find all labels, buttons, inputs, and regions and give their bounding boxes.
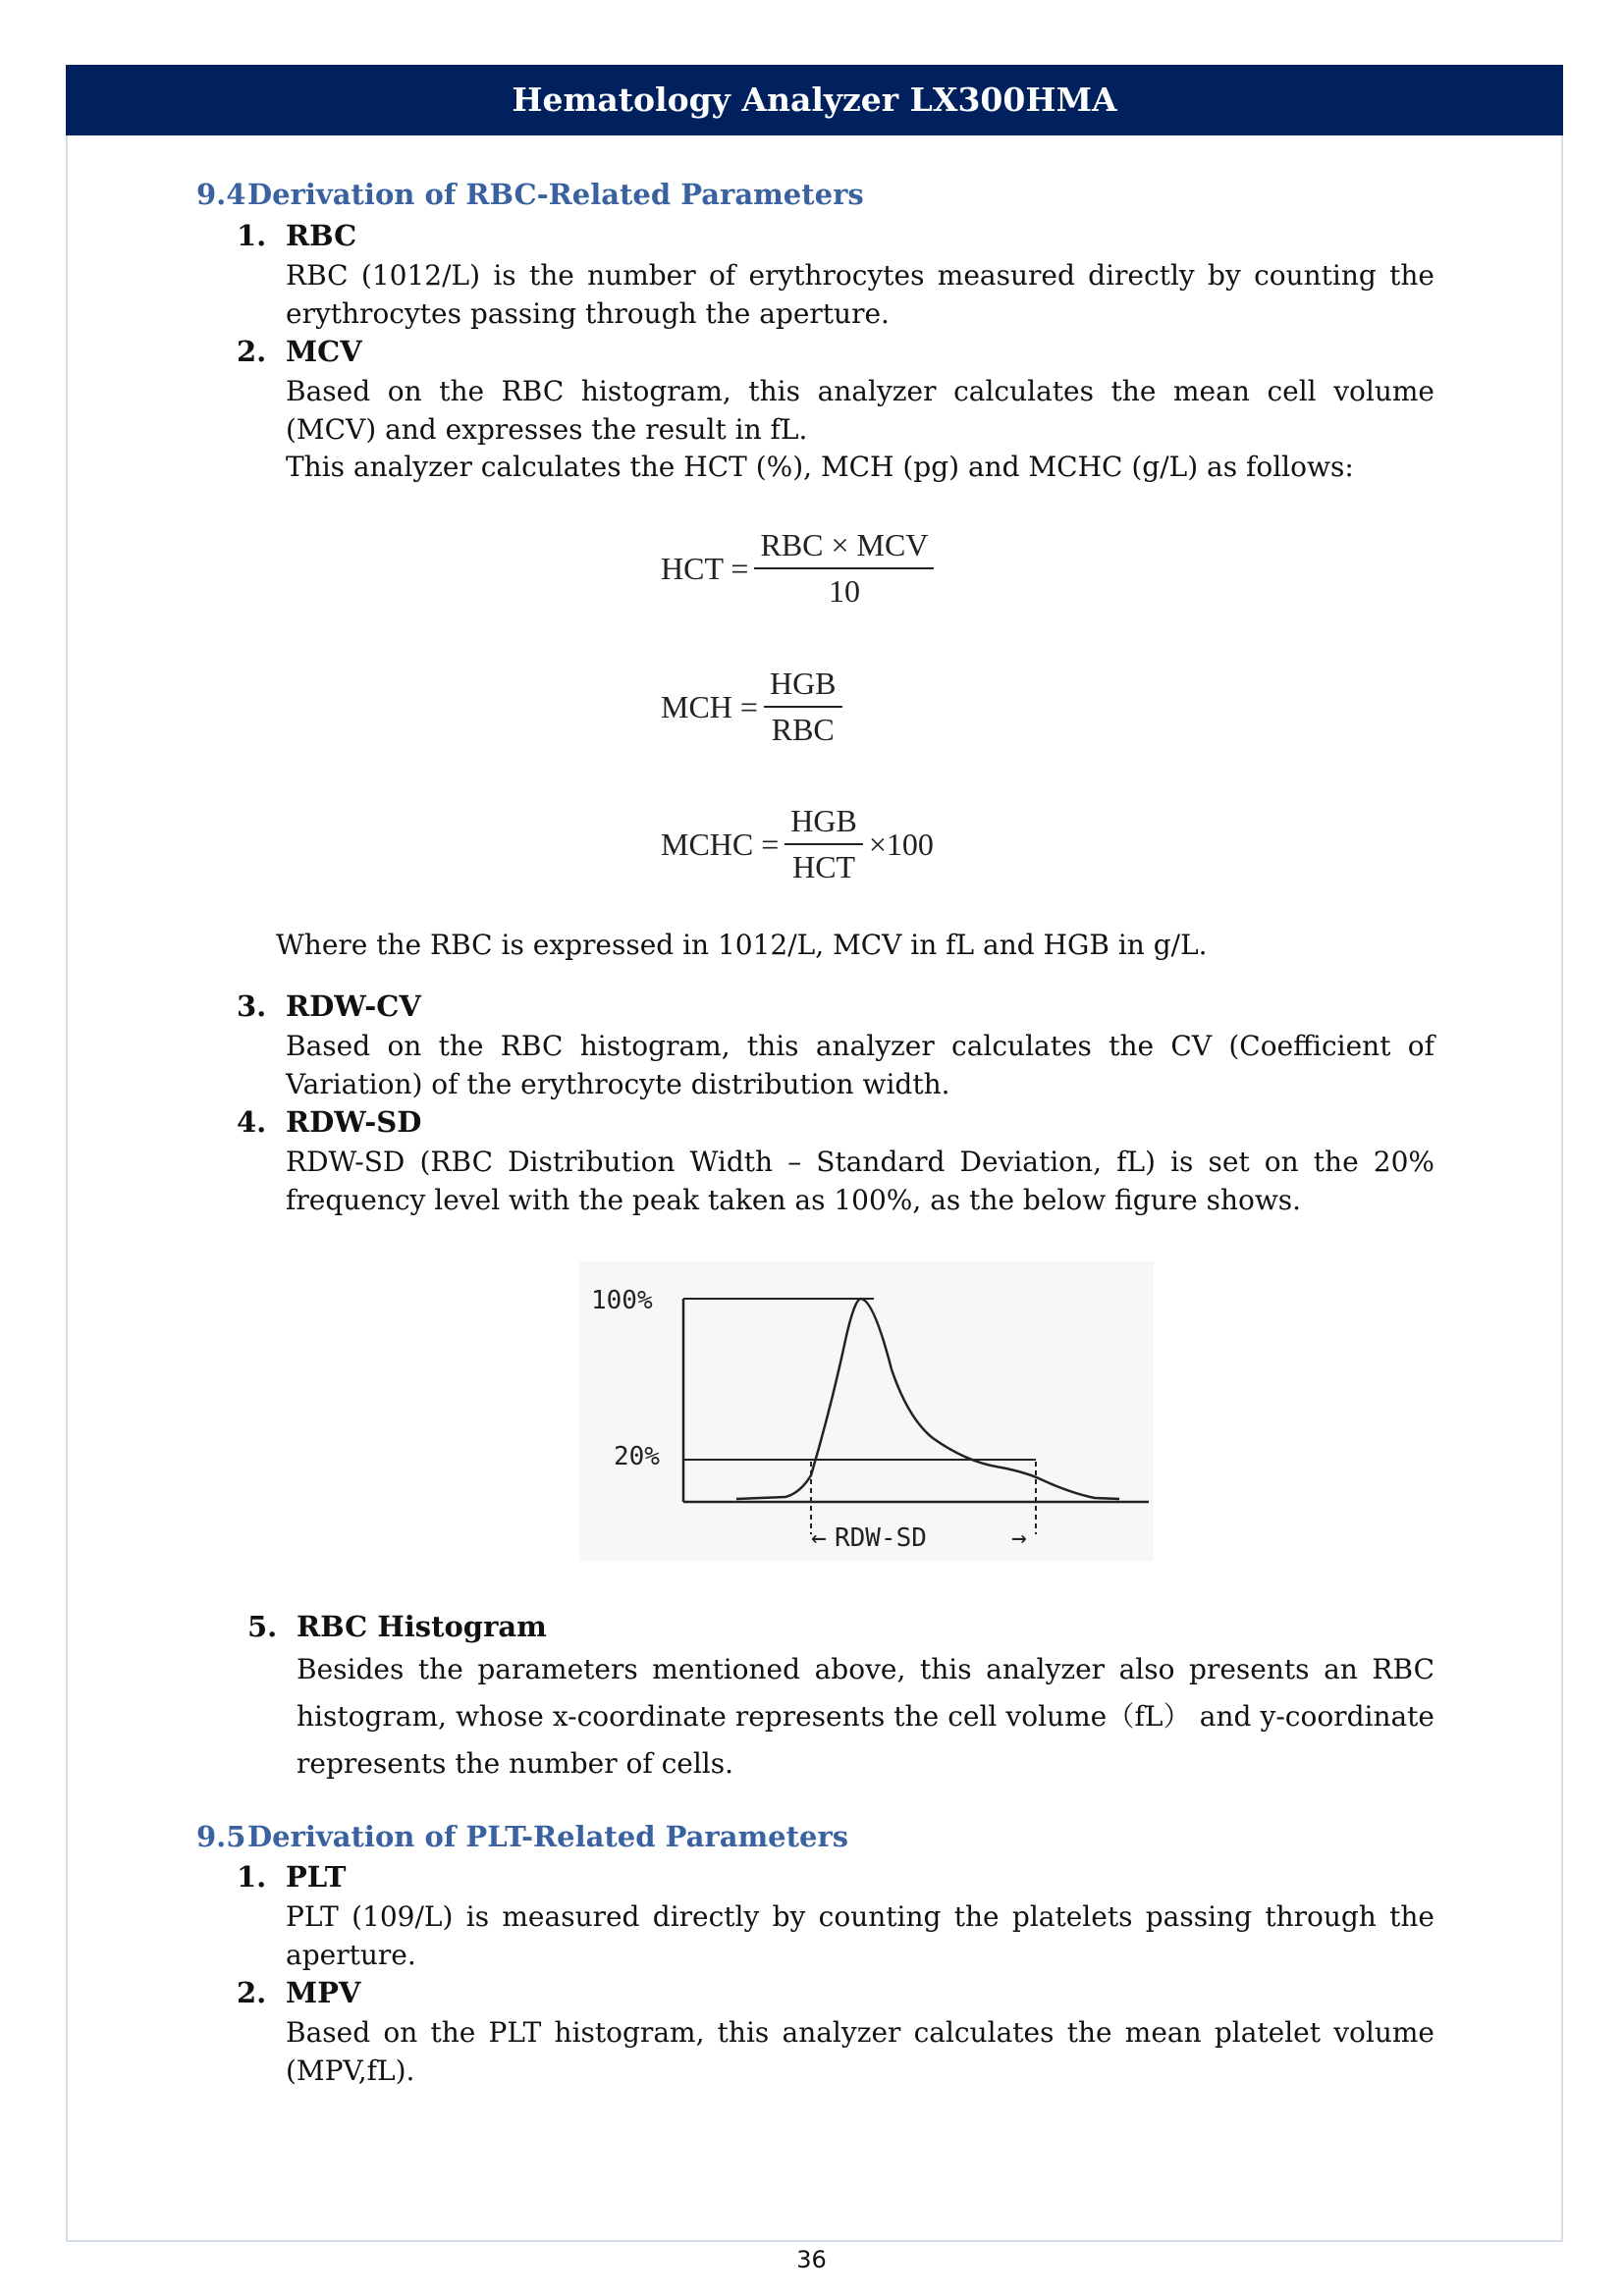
numerator: HGB xyxy=(784,803,863,845)
formula-lhs: MCHC = xyxy=(661,826,780,862)
item-number: 1. xyxy=(237,1860,267,1894)
item-plt-heading xyxy=(237,1860,346,1894)
rdw-sd-arrow-right: → xyxy=(1011,1523,1027,1553)
numerator: HGB xyxy=(764,666,842,708)
formula-mchc xyxy=(661,803,934,885)
item-rdw-cv-heading xyxy=(237,989,421,1023)
formula-hct xyxy=(661,527,940,610)
item-number: 2. xyxy=(237,1976,267,2009)
item-mcv-heading xyxy=(237,335,362,368)
item-number: 3. xyxy=(237,989,267,1023)
item-rbc-text: RBC (1012/L) is the number of erythrocytes measured directly by counting the erythrocytes passing through the aperture. xyxy=(286,259,1434,330)
formula-mch xyxy=(661,666,848,748)
item-title: RBC Histogram xyxy=(297,1610,547,1643)
label-20-percent: 20% xyxy=(614,1442,660,1471)
item-rbc-histogram-text: Besides the parameters mentioned above, this analyzer also presents an RBC histogram, whose x-coordinate represents the cell volume（fL） and y-coordinate represents the number of cells. xyxy=(297,1653,1434,1780)
section-title-text: Derivation of PLT-Related Parameters xyxy=(247,1820,849,1853)
rdw-sd-arrow-left: ← xyxy=(811,1523,827,1553)
page-header: Hematology Analyzer LX300HMA xyxy=(66,65,1563,135)
item-title: MPV xyxy=(286,1976,361,2009)
section-9-4-title xyxy=(196,178,864,211)
rdw-sd-figure xyxy=(579,1261,1154,1561)
label-rdw-sd: RDW-SD xyxy=(835,1523,927,1553)
formula-lhs: HCT = xyxy=(661,550,749,586)
item-number: 4. xyxy=(237,1105,267,1139)
formula-lhs: MCH = xyxy=(661,688,758,724)
item-title: RBC xyxy=(286,219,357,252)
item-rdw-sd-text: RDW-SD (RBC Distribution Width – Standard Deviation, fL) is set on the 20% frequency level with the peak taken as 100%, as the below figure shows. xyxy=(286,1146,1434,1216)
item-rbc-heading xyxy=(237,219,356,252)
item-number: 2. xyxy=(237,335,267,368)
section-number: 9.5 xyxy=(196,1820,246,1853)
item-title: RDW-SD xyxy=(286,1105,422,1139)
item-rdw-cv-text: Based on the RBC histogram, this analyzer calculates the CV (Coefficient of Variation) of the erythrocyte distribution width. xyxy=(286,1030,1434,1100)
figure-background xyxy=(579,1261,1154,1561)
page-number: 36 xyxy=(796,2246,827,2273)
section-number: 9.4 xyxy=(196,178,246,211)
numerator: RBC × MCV xyxy=(754,527,934,569)
fraction xyxy=(754,527,934,610)
item-rdw-sd-heading xyxy=(237,1105,421,1139)
fraction xyxy=(784,803,863,885)
label-100-percent: 100% xyxy=(591,1286,653,1315)
item-plt-text: PLT (109/L) is measured directly by counting the platelets passing through the aperture. xyxy=(286,1900,1434,1971)
item-rbc-histogram-heading xyxy=(247,1610,547,1643)
item-number: 1. xyxy=(237,219,267,252)
fraction xyxy=(764,666,842,748)
item-title: RDW-CV xyxy=(286,989,421,1023)
where-note: Where the RBC is expressed in 1012/L, MCV in fL and HGB in g/L. xyxy=(276,929,1208,961)
item-mcv-text: Based on the RBC histogram, this analyzer calculates the mean cell volume (MCV) and expresses the result in fL. xyxy=(286,375,1434,446)
section-title-text: Derivation of RBC-Related Parameters xyxy=(247,178,864,211)
denominator: 10 xyxy=(828,573,860,609)
item-mpv-heading xyxy=(237,1976,360,2009)
formula-suffix: ×100 xyxy=(868,826,934,862)
denominator: HCT xyxy=(792,849,856,884)
denominator: RBC xyxy=(771,712,835,747)
item-title: PLT xyxy=(286,1860,347,1894)
item-mcv-text-2: This analyzer calculates the HCT (%), MCH (pg) and MCHC (g/L) as follows: xyxy=(286,451,1354,483)
item-number: 5. xyxy=(247,1610,278,1643)
item-title: MCV xyxy=(286,335,362,368)
section-9-5-title xyxy=(196,1820,848,1853)
item-mpv-text: Based on the PLT histogram, this analyzer calculates the mean platelet volume (MPV,fL). xyxy=(286,2016,1434,2087)
